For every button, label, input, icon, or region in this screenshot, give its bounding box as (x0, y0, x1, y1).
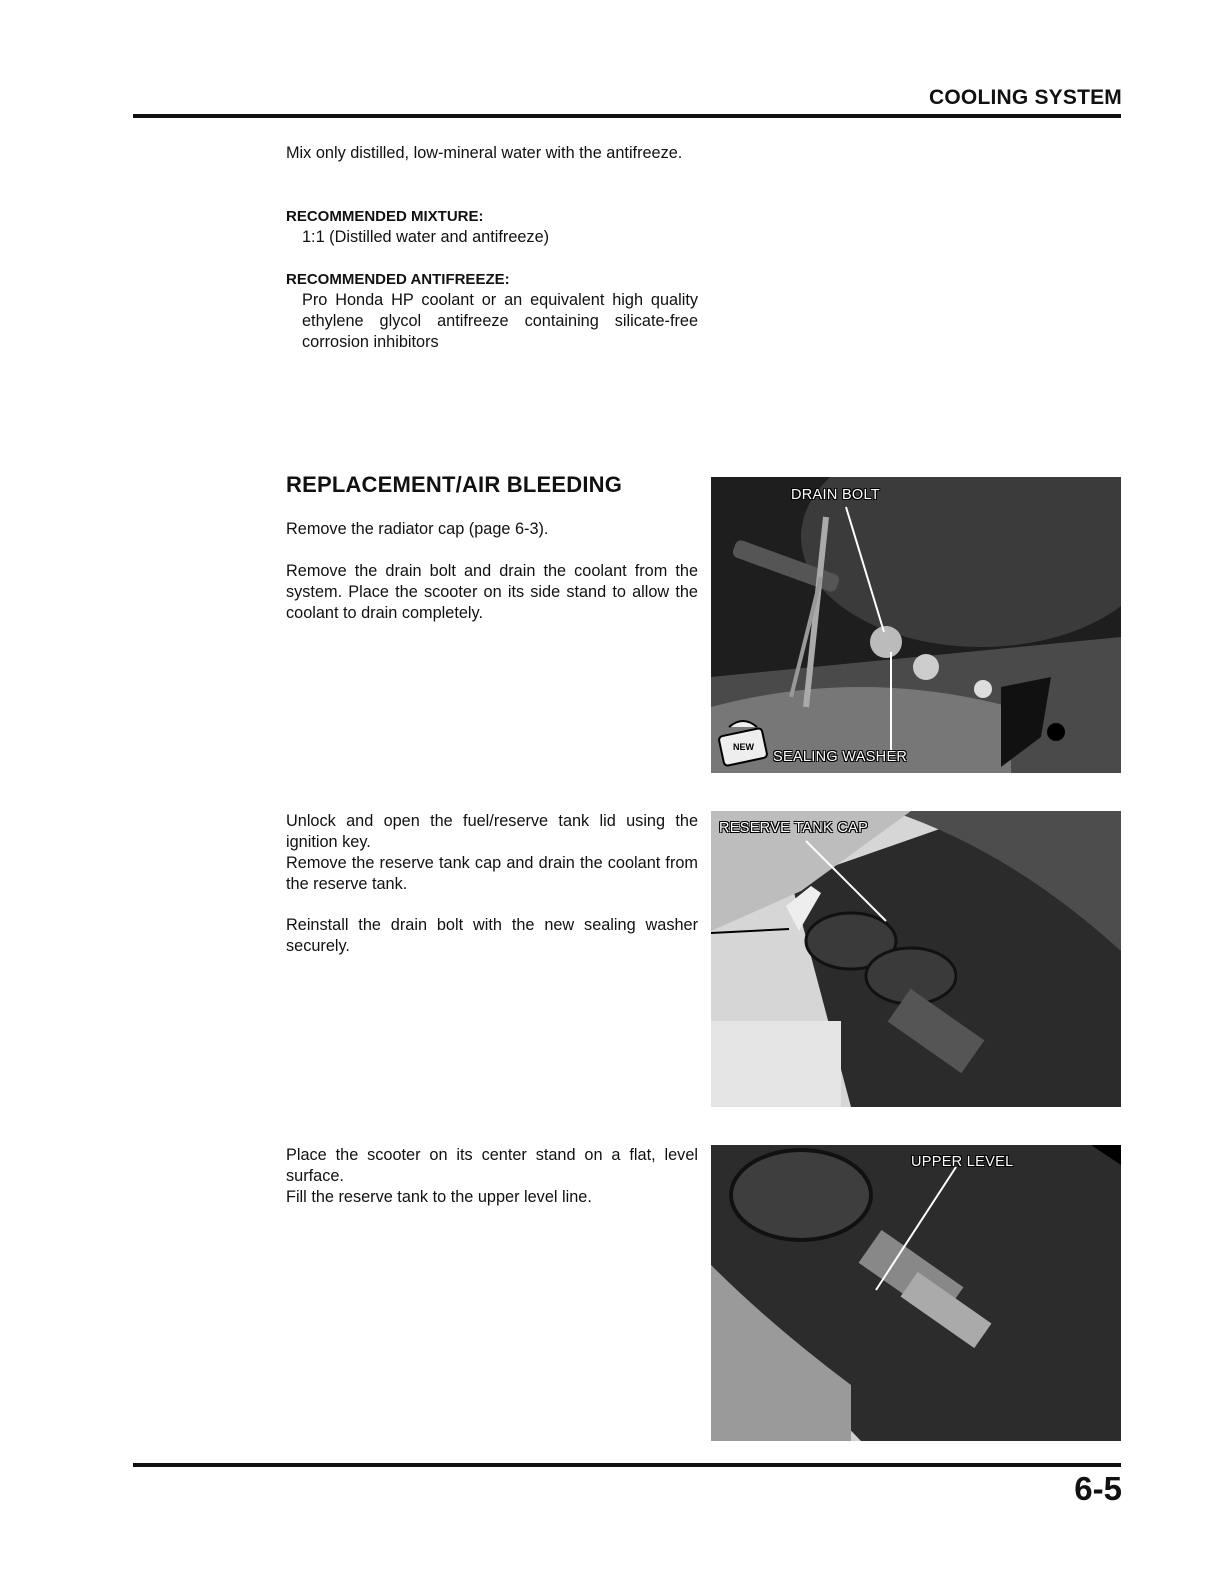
antifreeze-value: Pro Honda HP coolant or an equivalent high quality ethylene glycol antifreeze containing silicate-free corrosion inhibitors (302, 291, 698, 351)
step4-text: Reinstall the drain bolt with the new sealing washer securely. (286, 916, 698, 955)
step5a-text: Place the scooter on its center stand on a flat, level surface. (286, 1146, 698, 1185)
page-number: 6-5 (1074, 1470, 1122, 1507)
step5b-text: Fill the reserve tank to the upper level line. (286, 1188, 592, 1206)
mixture-label: RECOMMENDED MIXTURE: (286, 208, 484, 225)
coolant-intro-block (286, 143, 698, 164)
mixture-value: 1:1 (Distilled water and antifreeze) (302, 228, 550, 246)
step2-text: Remove the drain bolt and drain the coolant from the system. Place the scooter on its side stand to allow the coolant to drain completely. (286, 562, 698, 622)
step-reinstall (286, 915, 698, 957)
upper-level-callout: UPPER LEVEL (911, 1154, 1014, 1170)
antifreeze-block (286, 269, 698, 353)
drain-bolt-illustration (711, 477, 1121, 773)
header-rule (133, 114, 1121, 118)
step-drain (286, 561, 698, 624)
reserve-tank-cap-callout: RESERVE TANK CAP (719, 820, 869, 836)
mixture-block (286, 206, 698, 248)
footer-rule (133, 1463, 1121, 1467)
upper-level-photo (711, 1145, 1121, 1441)
step-reserve-tank (286, 811, 698, 895)
step3a-text: Unlock and open the fuel/reserve tank lid using the ignition key. (286, 812, 698, 851)
drain-bolt-callout: DRAIN BOLT (791, 487, 880, 503)
sealing-washer-callout: SEALING WASHER (773, 749, 908, 765)
step1-text: Remove the radiator cap (page 6-3). (286, 520, 549, 538)
step3b-text: Remove the reserve tank cap and drain the coolant from the reserve tank. (286, 854, 698, 893)
drain-bolt-photo (711, 477, 1121, 773)
reserve-tank-illustration (711, 811, 1121, 1107)
reserve-tank-photo (711, 811, 1121, 1107)
new-badge-label: NEW (733, 742, 754, 752)
upper-level-illustration (711, 1145, 1121, 1441)
antifreeze-label: RECOMMENDED ANTIFREEZE: (286, 271, 510, 288)
section-title: COOLING SYSTEM (929, 86, 1122, 109)
coolant-intro: Mix only distilled, low-mineral water with the antifreeze. (286, 144, 683, 162)
step-remove-cap (286, 519, 698, 540)
step-fill (286, 1145, 698, 1208)
replacement-heading: REPLACEMENT/AIR BLEEDING (286, 472, 623, 497)
